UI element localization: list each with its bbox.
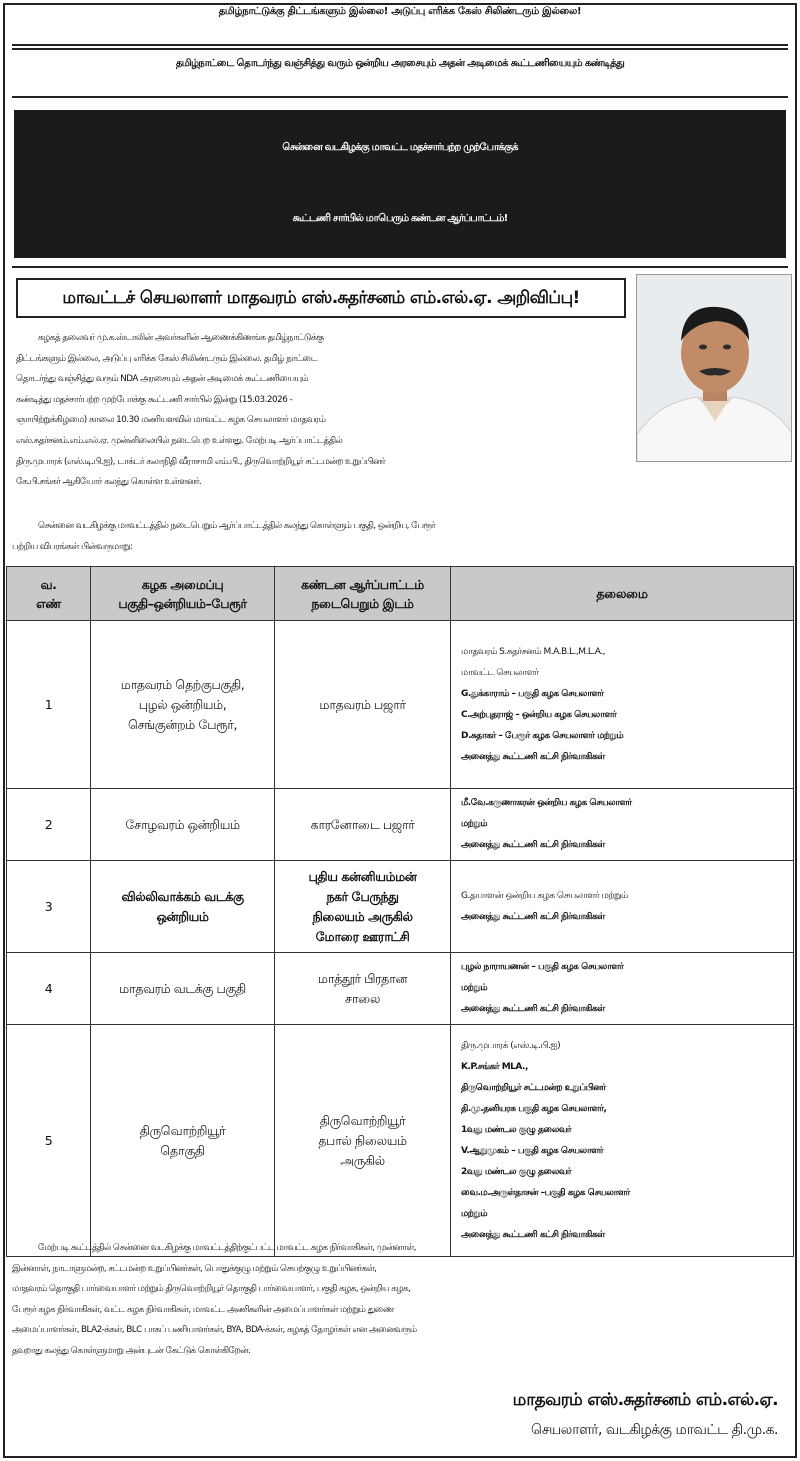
table-row [7,789,794,861]
details-intro [12,516,792,557]
row-lead: மீ.வே.கருணாகரன் ஒன்றிய கழக செயலாளர் மற்றும் அனைத்து கூட்டணி கட்சி நிர்வாகிகள் [451,789,794,861]
intro-line: எஸ்.சுதர்சனம்.எம்.எல்.ஏ. முன்னிலையில் நடைபெற உள்ளது. மேற்படி ஆர்ப்பாட்டத்தில் [16,435,343,446]
row-lead: மாதவரம் S.சுதர்சனம் M.A.B.L.,M.L.A., மாவட்ட செயலாளர் G.துக்காராம் – பகுதி கழக செயலாளர் C.அற்புதராஜ் – ஒன்றிய கழக செயலாளர் D.சுதாகர் – பேரூர் கழக செயலாளர் மற்றும் அனைத்து கூட்டணி கட்சி நிர்வாகிகள் [451,621,794,789]
row-unit: மாதவரம் வடக்கு பகுதி [91,953,275,1025]
header-unit: கழக அமைப்பு பகுதி–ஒன்றியம்–பேரூர் [91,567,275,621]
signature-name: மாதவரம் எஸ்.சுதர்சனம் எம்.எல்.ஏ. [512,1390,778,1410]
row-venue: மாத்தூர் பிரதான சாலை [275,953,451,1025]
row-unit: வில்லிவாக்கம் வடக்கு ஒன்றியம் [91,861,275,953]
row-serial: 1 [7,621,91,789]
protest-locations-table [6,566,794,1257]
row-serial: 4 [7,953,91,1025]
row-serial: 3 [7,861,91,953]
row-venue: திருவொற்றியூர் தபால் நிலையம் அருகில் [275,1025,451,1257]
closing-paragraph [12,1238,792,1362]
divider [12,266,788,268]
header-venue: கண்டன ஆர்ப்பாட்டம் நடைபெறும் இடம் [275,567,451,621]
table-row [7,621,794,789]
intro-line: கண்டித்து மதச்சார்பற்ற முற்போக்கு கூட்டணி சார்பில் இன்று (15.03.2026 - [16,394,293,405]
intro-line: திரு.முபாரக் (எஸ்.டி.பி.ஐ), டாக்டர் கலாநிதி வீராசாமி எம்.பி., திருவொற்றியூர் சட்டமன்ற உறுப்பினர் [16,456,386,467]
banner-line-1: சென்னை வடகிழக்கு மாவட்ட மதச்சார்பற்ற முற்போக்குக் [14,110,786,186]
intro-line: ஞாயிற்றுக்கிழமை) காலை 10.30 மணியளவில் மாவட்ட கழக செயலாளர் மாதவரம் [16,415,326,426]
row-serial: 5 [7,1025,91,1257]
row-lead: புழல் நாராயணன் – பகுதி கழக செயலாளர் மற்றும் அனைத்து கூட்டணி கட்சி நிர்வாகிகள் [451,953,794,1025]
row-unit: மாதவரம் தெற்குபகுதி, புழல் ஒன்றியம், செங்குன்றம் பேரூர், [91,621,275,789]
table-row [7,861,794,953]
header-lead: தலைமை [451,567,794,621]
closing-line: மேற்படி கூட்டத்தில் சென்னை வடகிழக்கு மாவட்டத்திற்குட்பட்ட மாவட்ட கழக நிர்வாகிகள், முன்னாள், [38,1243,416,1253]
table-row [7,1025,794,1257]
banner-line-2: கூட்டணி சார்பில் மாபெரும் கண்டன ஆர்ப்பாட்டம்! [14,186,786,258]
intro-line: கழகத் தலைவர் மு.க.ஸ்டாலின் அவர்களின் ஆணைக்கிணங்க தமிழ்நாட்டுக்கு [38,333,324,343]
row-venue: புதிய கன்னியம்மன் நகர் பேருந்து நிலையம் அருகில் மோரை ஊராட்சி [275,861,451,953]
row-unit: திருவொற்றியூர் தொகுதி [91,1025,275,1257]
closing-line: மாதவரம் தொகுதி பார்வையாளர் மற்றும் திருவொற்றியூர் தொகுதி பார்வையாளர், பகுதி கழக, ஒன்றிய கழக, [12,1284,411,1295]
row-venue: காரனோடை பஜார் [275,789,451,861]
closing-line: அமைப்பாளர்கள், BLA2-க்கள், BLC பாகப் பணியாளர்கள், BYA, BDA-க்கள், கழகத் தோழர்கள் என அனைவரும் [12,1325,417,1336]
intro-line: தொடர்ந்து வஞ்சித்து வரும் NDA அரசையும் அதன் அடிமைக் கூட்டணியையும் [16,374,308,385]
intro-line: கே.பி.சங்கர் ஆகியோர் கலந்து கொள்ள உள்ளனர். [16,477,202,488]
details-intro-line: சென்னை வடகிழக்கு மாவட்டத்தில் நடைபெறும் ஆர்ப்பாட்டத்தில் கலந்து கொள்ளும் பகுதி, ஒன்றிய, பேரூர் [38,521,436,531]
divider [12,96,788,98]
table-row [7,953,794,1025]
details-intro-line: பற்றிய விபரங்கள் பின்வருமாறு: [12,541,133,552]
headline-2: தமிழ்நாட்டை தொடர்ந்து வஞ்சித்து வரும் ஒன்றிய அரசையும் அதன் அடிமைக் கூட்டணியையும் கண்டித்து [175,58,625,69]
header-serial: வ. எண் [7,567,91,621]
table-header-row [7,567,794,621]
divider [12,48,788,50]
row-lead: G.தயாளன் ஒன்றிய கழக செயலாளர் மற்றும் அனைத்து கூட்டணி கட்சி நிர்வாகிகள் [451,861,794,953]
row-serial: 2 [7,789,91,861]
row-lead: திரு.முபாரக் (எஸ்.டி.பி.ஐ) K.P.சங்கர் MLA., திருவொற்றியூர் சட்டமன்ற உறுப்பினர் தி.மு.தனியரசு பகுதி கழக செயலாளர், 1வது மண்டல குழு தலைவர் V.ஆறுமுகம் – பகுதி கழக செயலாளர் 2வது மண்டல குழு தலைவர் வை.ம.அருள்தாசன் –பகுதி கழக செயலாளர் மற்றும் அனைத்து கூட்டணி கட்சி நிர்வாகிகள் [451,1025,794,1257]
closing-line: இன்னாள், நாடாளுமன்ற, சட்டமன்ற உறுப்பினர்கள், பொதுக்குழு மற்றும் செயற்குழு உறுப்பினர்கள், [12,1263,377,1274]
intro-line: திட்டங்களும் இல்லை, அடுப்பு எரிக்க கேஸ் சிலிண்டரும் இல்லை. தமிழ் நாட்டை [16,353,318,364]
closing-line: பேரூர் கழக நிர்வாகிகள், வட்ட கழக நிர்வாகிகள், மாவட்ட அணிகளின் அமைப்பாளர்கள் மற்றும் துணை [12,1304,394,1315]
row-unit: சோழவரம் ஒன்றியம் [91,789,275,861]
divider [12,44,788,46]
row-venue: மாதவரம் பஜார் [275,621,451,789]
signature-title: செயலாளர், வடகிழக்கு மாவட்ட தி.மு.க. [530,1422,778,1438]
intro-paragraph [16,328,631,493]
headline-1: தமிழ்நாட்டுக்கு திட்டங்களும் இல்லை! அடுப்பு எரிக்க கேஸ் சிலிண்டரும் இல்லை! [218,6,582,17]
closing-line: தவறாது கலந்து கொள்ளுமாறு அன்புடன் கேட்டுக் கொள்கிறேன். [12,1345,251,1356]
announcement-title: மாவட்டச் செயலாளர் மாதவரம் எஸ்.சுதர்சனம் எம்.எல்.ஏ. அறிவிப்பு! [16,278,626,318]
person-portrait-icon [637,275,792,462]
portrait-photo [636,274,792,462]
